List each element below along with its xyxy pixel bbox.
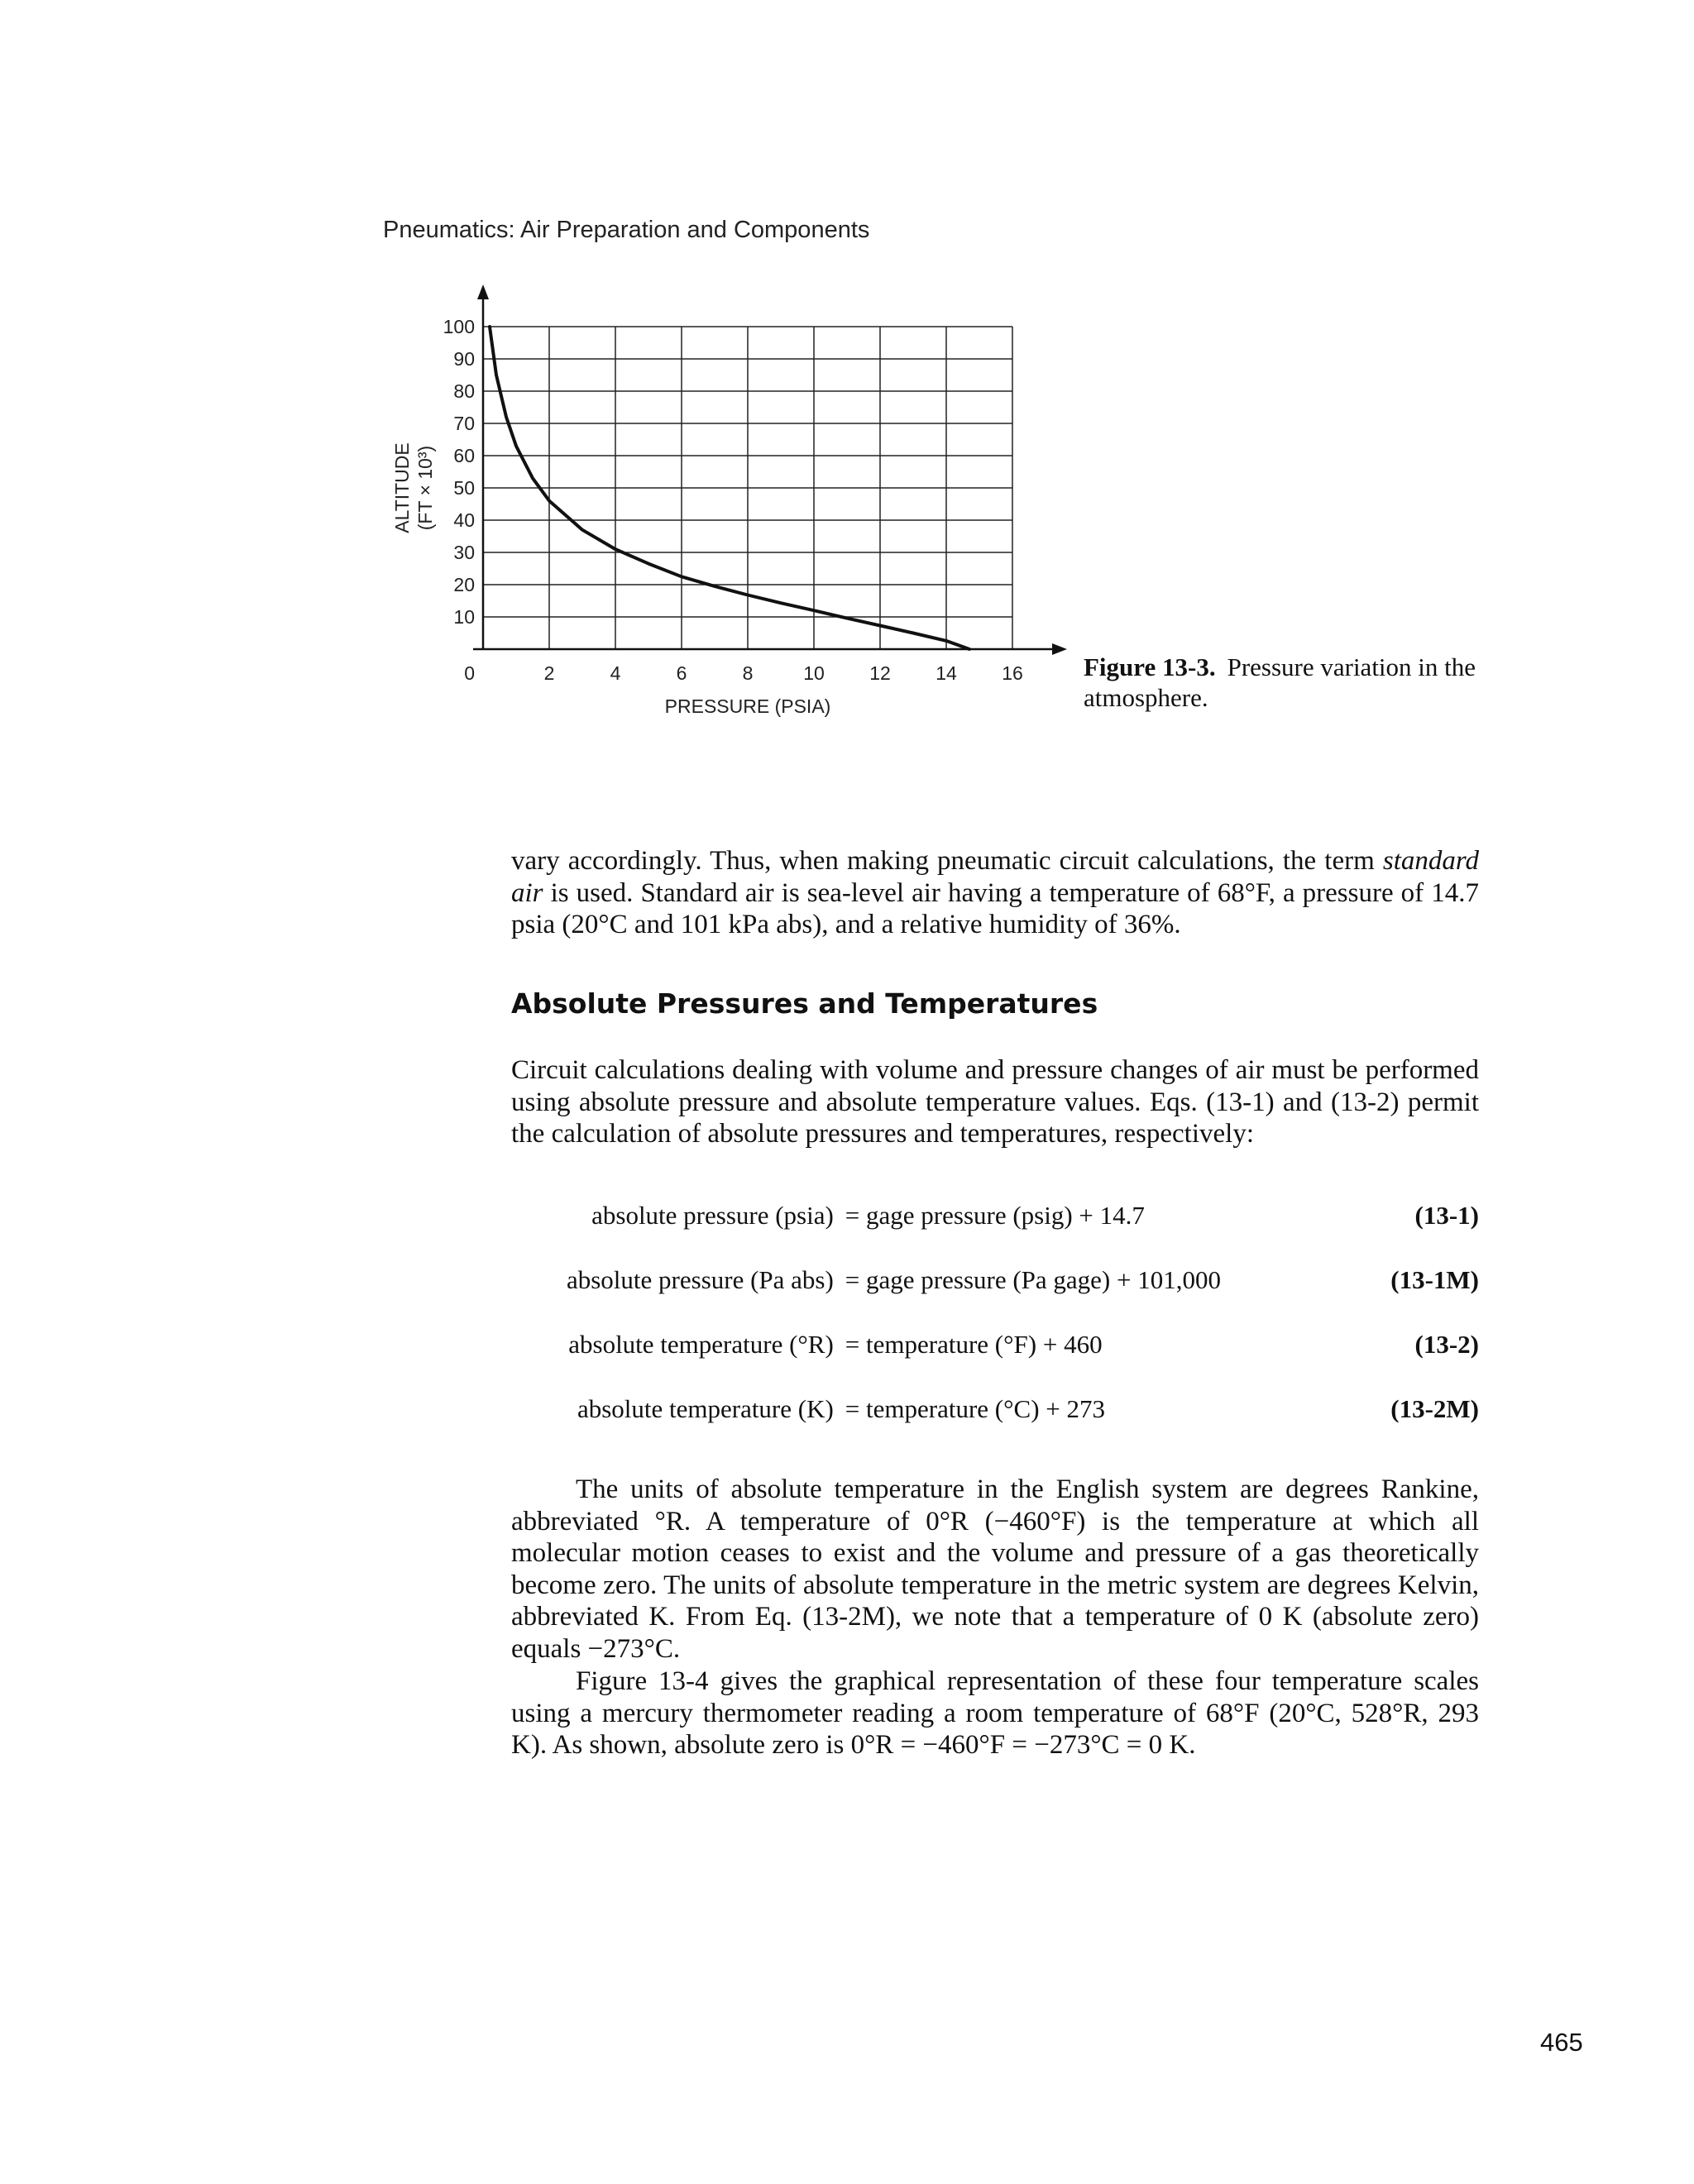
y-tick-label: 20 <box>453 574 475 595</box>
y-tick-label: 100 <box>443 316 475 337</box>
section-heading: Absolute Pressures and Temperatures <box>511 987 1098 1020</box>
intro-text-1: vary accordingly. Thus, when making pneumatic circuit calculations, the term <box>511 846 1383 876</box>
x-tick-label: 16 <box>1002 662 1023 684</box>
origin-label: 0 <box>464 662 475 684</box>
y-axis-units-label: (FT × 10³) <box>414 445 436 531</box>
equation-13-2m <box>511 1394 1479 1427</box>
equation-number: (13-1M) <box>1390 1265 1479 1294</box>
figure-caption-text: Pressure variation in the atmosphere. <box>1084 652 1476 712</box>
y-tick-label: 30 <box>453 542 475 563</box>
y-tick-label: 90 <box>453 348 475 370</box>
pressure-altitude-chart <box>380 281 1075 719</box>
intro-text-2: is used. Standard air is sea-level air having a temperature of 68°F, a pressure of 14.7 psia (20°C and 101 kPa abs), and a relative humidity of 36%. <box>511 877 1479 940</box>
section-body: Circuit calculations dealing with volume and pressure changes of air must be performed using absolute pressure and absolute temperature values. Eqs. (13-1) and (13-2) permit the calculation of absolute pressures and temperatures, respectively: <box>511 1055 1479 1149</box>
y-tick-label: 10 <box>453 606 475 628</box>
x-axis-label: PRESSURE (PSIA) <box>664 695 831 717</box>
equation-lhs: absolute temperature (°R) <box>568 1330 834 1359</box>
intro-paragraph <box>511 845 1479 941</box>
x-tick-label: 6 <box>676 662 687 684</box>
equation-lhs: absolute pressure (Pa abs) <box>566 1265 834 1294</box>
x-tick-label: 8 <box>742 662 754 684</box>
y-tick-label: 80 <box>453 380 475 402</box>
body-paragraph-2: Figure 13-4 gives the graphical representation of these four temperature scales using a mercury thermometer reading a room temperature of 68°F (20°C, 528°R, 293 K). As shown, absolute zero is 0°R = −460°F = −273°C = 0 K. <box>511 1666 1479 1761</box>
x-tick-label: 12 <box>869 662 891 684</box>
equation-13-1 <box>511 1201 1479 1234</box>
body-paragraph-1: The units of absolute temperature in the English system are degrees Rankine, abbreviated °R. A temperature of 0°R (−460°F) is the temperature at which all molecular motion ceases to exist and the volume and pressure of a gas theoretically become zero. The units of absolute temperature in the metric system are degrees Kelvin, abbreviated K. From Eq. (13-2M), we note that a temperature of 0 K (absolute zero) equals −273°C. <box>511 1474 1479 1664</box>
equation-number: (13-1) <box>1414 1201 1479 1230</box>
equation-rhs: = temperature (°F) + 460 <box>845 1330 1103 1359</box>
equation-rhs: = temperature (°C) + 273 <box>845 1394 1106 1423</box>
chart-tick-labels <box>443 316 1023 684</box>
equation-lhs: absolute temperature (K) <box>577 1394 834 1423</box>
equation-rhs: = gage pressure (psig) + 14.7 <box>845 1201 1145 1230</box>
equation-number: (13-2M) <box>1390 1394 1479 1423</box>
figure-caption <box>1084 652 1514 713</box>
page-number: 465 <box>1540 2028 1583 2057</box>
equation-rhs: = gage pressure (Pa gage) + 101,000 <box>845 1265 1221 1294</box>
figure-label: Figure 13-3. <box>1084 652 1216 681</box>
x-axis-arrow <box>1052 643 1067 655</box>
y-tick-label: 70 <box>453 413 475 434</box>
x-tick-label: 2 <box>543 662 555 684</box>
intro-term: standard air <box>511 846 1479 908</box>
y-axis-label: ALTITUDE <box>391 442 413 533</box>
y-tick-label: 50 <box>453 477 475 499</box>
y-axis-arrow <box>477 284 489 299</box>
x-tick-label: 14 <box>936 662 957 684</box>
equation-number: (13-2) <box>1414 1330 1479 1359</box>
chart-grid <box>483 327 1012 649</box>
x-tick-label: 10 <box>803 662 825 684</box>
equation-lhs: absolute pressure (psia) <box>591 1201 834 1230</box>
running-header: Pneumatics: Air Preparation and Components <box>383 217 870 243</box>
x-tick-label: 4 <box>610 662 621 684</box>
y-tick-label: 60 <box>453 445 475 466</box>
y-tick-label: 40 <box>453 509 475 531</box>
equation-13-1m <box>511 1265 1479 1298</box>
equation-13-2 <box>511 1330 1479 1363</box>
